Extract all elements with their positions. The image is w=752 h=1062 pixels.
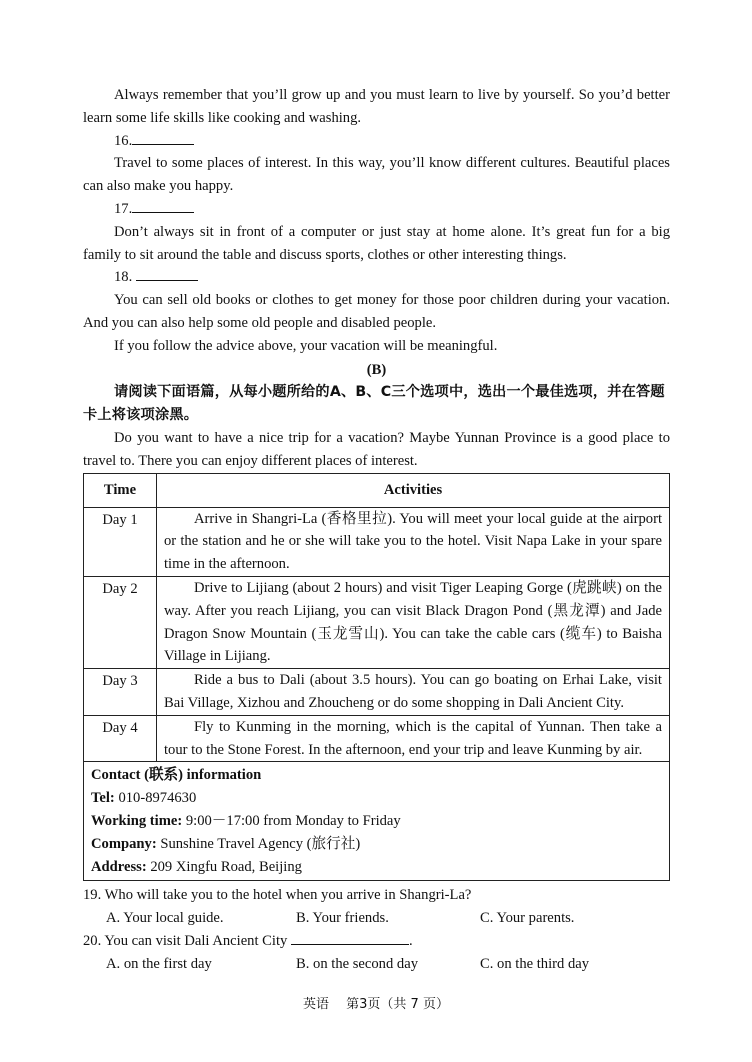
blank-number: 17. bbox=[114, 200, 133, 217]
activity-cell: Arrive in Shangri-La (香格里拉). You will meet your local guide at the airport or the station and he or she will take you to the hotel. Visit Napa Lake in your spare time in the afternoon. bbox=[157, 507, 670, 576]
section-instruction: 请阅读下面语篇，从每小题所给的A、B、C三个选项中，选出一个最佳选项，并在答题卡上将该项涂黑。 bbox=[83, 384, 665, 424]
tel-value: 010-8974630 bbox=[114, 790, 197, 807]
table-row bbox=[84, 576, 670, 668]
blank-18 bbox=[83, 266, 670, 289]
hours-value: 9:00－17:00 from Monday to Friday bbox=[182, 812, 401, 829]
section-title: (B) bbox=[366, 361, 387, 378]
option-a: A. Your local guide. bbox=[106, 910, 224, 927]
paragraph-17: Don’t always sit in front of a computer or just stay at home alone. It’s great fun for a big family to sit around the table and discuss sports, clothes or other interesting things. bbox=[83, 223, 670, 263]
itinerary-table bbox=[83, 473, 670, 882]
address-value: 209 Xingfu Road, Beijing bbox=[146, 858, 302, 875]
day-cell: Day 4 bbox=[84, 715, 157, 762]
hours-label: Working time: bbox=[91, 812, 183, 829]
blank-number: 18. bbox=[114, 269, 133, 286]
table-header-row bbox=[84, 473, 670, 507]
day-cell: Day 3 bbox=[84, 669, 157, 716]
contact-cell bbox=[84, 762, 670, 881]
page-footer: 英语 第3页（共 7 页） bbox=[303, 997, 449, 1012]
blank-16 bbox=[83, 130, 670, 153]
paragraph-conclusion: If you follow the advice above, your vacation will be meaningful. bbox=[114, 337, 498, 354]
table-row bbox=[84, 715, 670, 762]
address-label: Address: bbox=[91, 858, 147, 875]
question-19 bbox=[83, 884, 670, 930]
blank-number: 16. bbox=[114, 132, 133, 149]
options bbox=[83, 907, 670, 930]
header-time: Time bbox=[84, 473, 157, 507]
contact-heading: Contact (联系) information bbox=[91, 767, 262, 784]
contact-row bbox=[84, 762, 670, 881]
activity-cell: Fly to Kunming in the morning, which is the capital of Yunnan. Then take a tour to the Stone Forest. In the afternoon, end your trip and leave Kunming by air. bbox=[157, 715, 670, 762]
answer-blank bbox=[136, 266, 198, 281]
answer-blank bbox=[132, 198, 194, 213]
activity-cell: Ride a bus to Dali (about 3.5 hours). You can go boating on Erhai Lake, visit Bai Village, Xizhou and Zhoucheng or do some shopping in Dali Ancient City. bbox=[157, 669, 670, 716]
table-row bbox=[84, 507, 670, 576]
company-label: Company: bbox=[91, 835, 157, 852]
question-stem-text: 20. You can visit Dali Ancient City bbox=[83, 932, 288, 949]
paragraph-15: Always remember that you’ll grow up and you must learn to live by yourself. So you’d better learn some life skills like cooking and washing. bbox=[83, 87, 670, 126]
question-20 bbox=[83, 930, 670, 976]
answer-blank bbox=[132, 130, 194, 145]
paragraph-16: Travel to some places of interest. In this way, you’ll know different cultures. Beautiful places can also make you happy. bbox=[83, 155, 670, 195]
passage-intro: Do you want to have a nice trip for a vacation? Maybe Yunnan Province is a good place to travel to. There you can enjoy different places of interest. bbox=[83, 429, 670, 469]
option-c: C. on the third day bbox=[480, 955, 590, 972]
question-stem: 19. Who will take you to the hotel when you arrive in Shangri-La? bbox=[83, 887, 472, 904]
option-b: B. Your friends. bbox=[296, 910, 389, 927]
day-cell: Day 1 bbox=[84, 507, 157, 576]
option-b: B. on the second day bbox=[296, 955, 418, 972]
answer-blank bbox=[291, 930, 409, 945]
option-c: C. Your parents. bbox=[480, 910, 575, 927]
blank-17 bbox=[83, 198, 670, 221]
table-row bbox=[84, 669, 670, 716]
company-value: Sunshine Travel Agency (旅行社) bbox=[156, 835, 361, 852]
question-stem-end: . bbox=[408, 932, 413, 949]
option-a: A. on the first day bbox=[106, 955, 212, 972]
day-cell: Day 2 bbox=[84, 576, 157, 668]
options bbox=[83, 953, 670, 976]
activity-cell: Drive to Lijiang (about 2 hours) and visit Tiger Leaping Gorge (虎跳峡) on the way. After you reach Lijiang, you can visit Black Dragon Pond (黑龙潭) and Jade Dragon Snow Mountain (玉龙雪山). You can take the cable cars (缆车) to Baisha Village in Lijiang. bbox=[157, 576, 670, 668]
question-stem bbox=[83, 930, 670, 953]
page-content bbox=[83, 84, 670, 975]
tel-label: Tel: bbox=[91, 790, 115, 807]
paragraph-18: You can sell old books or clothes to get money for those poor children during your vacation. And you can also help some old people and disabled people. bbox=[83, 292, 670, 331]
header-activities: Activities bbox=[157, 473, 670, 507]
